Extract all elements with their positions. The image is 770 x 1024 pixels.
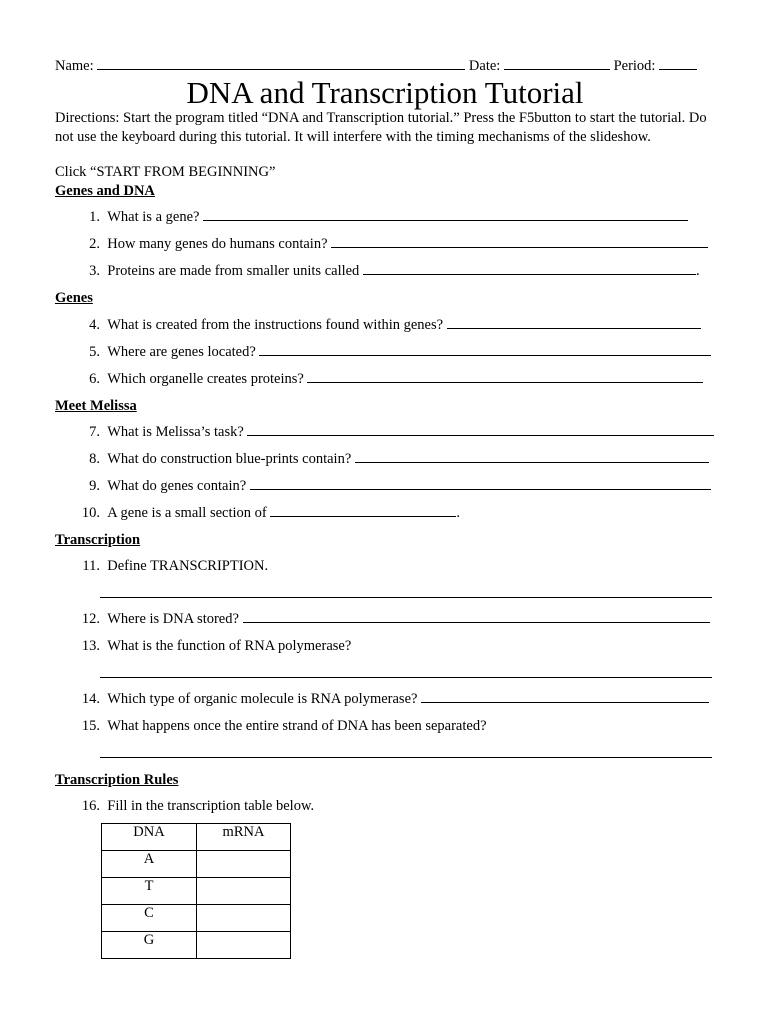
question-12 [55, 610, 710, 628]
dna-base-cell: A [102, 851, 197, 878]
question-end: . [456, 505, 460, 521]
question-4 [55, 316, 701, 334]
question-13 [55, 637, 351, 655]
section-transcription: Transcription [55, 532, 141, 548]
question-number: 12. [81, 611, 100, 627]
name-label: Name: [55, 58, 94, 74]
question-number: 16. [81, 798, 100, 814]
question-number: 8. [89, 451, 100, 467]
click-instruction: Click “START FROM BEGINNING” [55, 164, 276, 180]
table-row [102, 932, 291, 959]
question-text: Which type of organic molecule is RNA polymerase? [107, 691, 418, 707]
question-7 [55, 423, 714, 441]
question-6 [55, 370, 703, 388]
table-row [102, 878, 291, 905]
question-3 [55, 262, 700, 280]
question-number: 11. [82, 558, 100, 574]
answer-field-1[interactable] [203, 208, 688, 221]
question-text: What do genes contain? [107, 478, 247, 494]
question-number: 4. [89, 317, 100, 333]
question-number: 13. [81, 638, 100, 654]
name-field[interactable] [97, 57, 465, 70]
question-5 [55, 343, 711, 361]
date-label: Date: [468, 58, 501, 74]
question-text: What is the function of RNA polymerase? [107, 638, 352, 654]
table-header-dna: DNA [102, 824, 197, 851]
question-text: How many genes do humans contain? [107, 236, 328, 252]
question-number: 9. [89, 478, 100, 494]
question-number: 2. [89, 236, 100, 252]
transcription-table [101, 823, 291, 959]
question-text: Fill in the transcription table below. [107, 798, 315, 814]
question-text: Define TRANSCRIPTION. [107, 558, 269, 574]
answer-field-11[interactable] [100, 597, 712, 598]
mrna-answer-cell[interactable] [197, 878, 291, 905]
date-field[interactable] [504, 57, 610, 70]
question-number: 15. [81, 718, 100, 734]
question-8 [55, 450, 709, 468]
question-text: What is Melissa’s task? [107, 424, 244, 440]
answer-field-13[interactable] [100, 677, 712, 678]
question-16 [55, 797, 314, 815]
question-9 [55, 477, 711, 495]
question-text: Which organelle creates proteins? [107, 371, 304, 387]
dna-base-cell: C [102, 905, 197, 932]
header-line [55, 57, 697, 75]
answer-field-14[interactable] [421, 690, 709, 703]
question-11 [55, 557, 268, 575]
question-number: 7. [89, 424, 100, 440]
question-text: What happens once the entire strand of DNA has been separated? [107, 718, 487, 734]
question-10 [55, 504, 460, 522]
question-number: 10. [81, 505, 100, 521]
answer-field-12[interactable] [243, 610, 710, 623]
answer-field-9[interactable] [250, 477, 711, 490]
question-text: Proteins are made from smaller units called [107, 263, 360, 279]
question-text: Where are genes located? [107, 344, 256, 360]
answer-field-5[interactable] [259, 343, 711, 356]
section-meet-melissa: Meet Melissa [55, 398, 137, 414]
question-number: 3. [89, 263, 100, 279]
answer-field-4[interactable] [447, 316, 701, 329]
table-header-mrna: mRNA [197, 824, 291, 851]
mrna-answer-cell[interactable] [197, 932, 291, 959]
question-number: 1. [89, 209, 100, 225]
question-end: . [695, 263, 700, 279]
question-number: 6. [89, 371, 100, 387]
mrna-answer-cell[interactable] [197, 851, 291, 878]
question-text: Where is DNA stored? [107, 611, 239, 627]
table-row [102, 905, 291, 932]
question-15 [55, 717, 487, 735]
answer-field-6[interactable] [307, 370, 703, 383]
question-number: 5. [89, 344, 100, 360]
answer-field-10[interactable] [270, 504, 456, 517]
answer-field-7[interactable] [247, 423, 714, 436]
section-genes: Genes [55, 290, 93, 306]
directions: Directions: Start the program titled “DNA and Transcription tutorial.” Press the F5button to start the tutorial. Do not use the keyboard during this tutorial. It will interfere with the timing mechanisms of the slideshow. [55, 110, 707, 145]
dna-base-cell: G [102, 932, 197, 959]
page-title: DNA and Transcription Tutorial [186, 75, 584, 110]
answer-field-15[interactable] [100, 757, 712, 758]
mrna-answer-cell[interactable] [197, 905, 291, 932]
question-2 [55, 235, 708, 253]
question-text: What is a gene? [107, 209, 200, 225]
answer-field-8[interactable] [355, 450, 709, 463]
question-14 [55, 690, 709, 708]
period-label: Period: [613, 58, 656, 74]
question-text: What do construction blue-prints contain? [107, 451, 352, 467]
question-text: What is created from the instructions found within genes? [107, 317, 444, 333]
dna-base-cell: T [102, 878, 197, 905]
table-row [102, 851, 291, 878]
section-transcription-rules: Transcription Rules [55, 772, 179, 788]
table-header-row [102, 824, 291, 851]
question-1 [55, 208, 688, 226]
question-text: A gene is a small section of [107, 505, 267, 521]
answer-field-3[interactable] [363, 262, 696, 275]
question-number: 14. [81, 691, 100, 707]
answer-field-2[interactable] [331, 235, 708, 248]
period-field[interactable] [659, 57, 697, 70]
section-genes-and-dna: Genes and DNA [55, 183, 155, 199]
